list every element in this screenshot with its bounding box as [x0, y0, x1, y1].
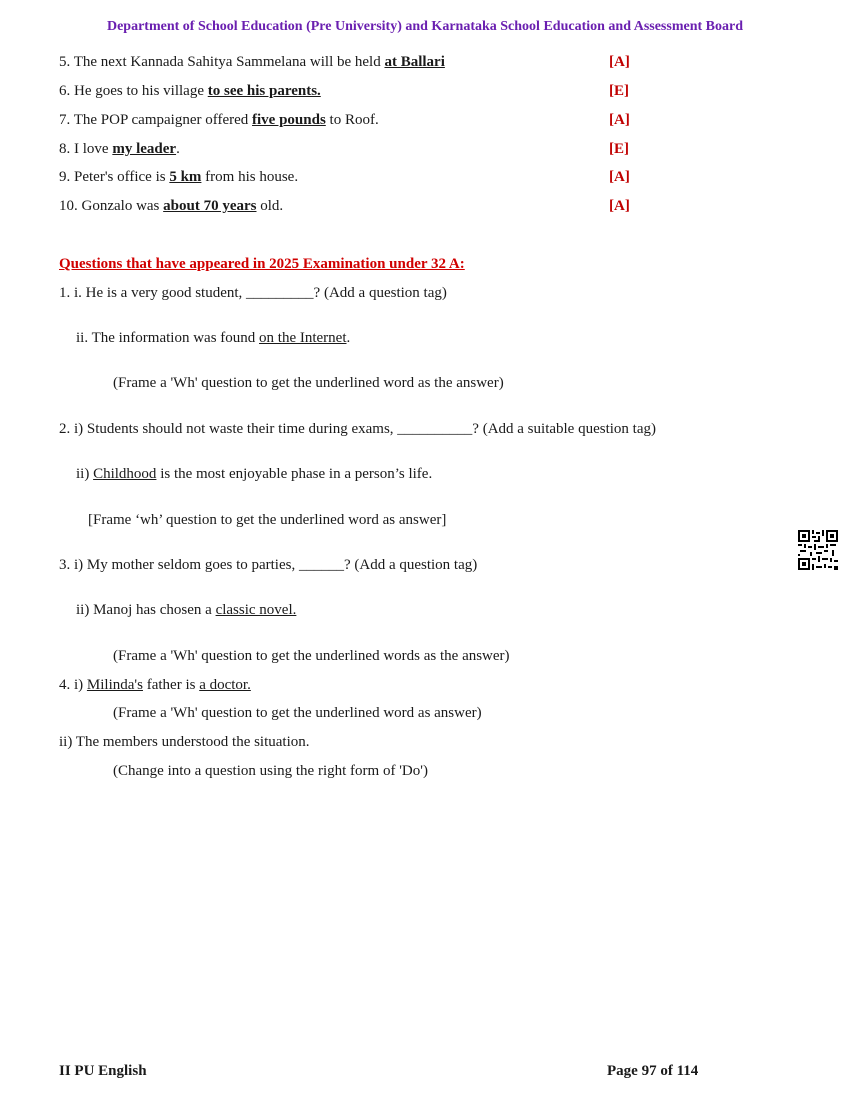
- question-text: 4. i): [59, 677, 87, 693]
- section-heading: Questions that have appeared in 2025 Examination under 32 A:: [59, 256, 465, 272]
- question-text: father is: [142, 677, 200, 693]
- question-3-instruction: (Frame a 'Wh' question to get the underlined words as the answer): [113, 648, 510, 664]
- answer-row-8: [59, 140, 180, 158]
- question-4-i: [59, 676, 251, 694]
- qr-code-icon: [798, 530, 838, 570]
- question-2-ii: [76, 465, 432, 483]
- underlined-phrase: a doctor.: [199, 677, 251, 693]
- question-4-ii: ii) The members understood the situation.: [59, 734, 310, 750]
- question-3-ii: [76, 601, 296, 619]
- answer-row-7: [59, 111, 379, 129]
- answer-suffix: to Roof.: [325, 112, 379, 128]
- answer-row-6: [59, 82, 321, 100]
- page-header: Department of School Education (Pre University) and Karnataka School Education and Assessment Board: [106, 19, 743, 34]
- answer-prefix: 9. Peter's office is: [59, 169, 170, 185]
- question-4-ii-instruction: (Change into a question using the right form of 'Do'): [113, 763, 428, 779]
- underlined-phrase: on the Internet: [259, 330, 347, 346]
- question-2-instruction: [Frame ‘wh’ question to get the underlined word as answer]: [88, 512, 447, 528]
- answer-code-7: [A]: [609, 112, 630, 128]
- footer-page-number: Page 97 of 114: [607, 1063, 699, 1079]
- answer-suffix: from his house.: [201, 169, 299, 185]
- answer-code-5: [A]: [609, 54, 630, 70]
- question-text: ii): [76, 466, 94, 482]
- question-1-ii: [76, 329, 350, 347]
- answer-target: about 70 years: [163, 198, 257, 214]
- answer-target: my leader: [112, 141, 177, 157]
- answer-code-8: [E]: [609, 141, 629, 157]
- answer-row-5: [59, 53, 445, 71]
- question-2-i: 2. i) Students should not waste their time during exams, __________? (Add a suitable question tag): [59, 421, 656, 437]
- answer-suffix: .: [176, 141, 180, 157]
- answer-suffix: old.: [256, 198, 284, 214]
- question-3-i: 3. i) My mother seldom goes to parties, ______? (Add a question tag): [59, 557, 478, 573]
- question-1-instruction: (Frame a 'Wh' question to get the underlined word as the answer): [113, 375, 504, 391]
- question-text: is the most enjoyable phase in a person’s life.: [156, 466, 433, 482]
- answer-prefix: 6. He goes to his village: [59, 83, 208, 99]
- question-text: ii. The information was found: [76, 330, 260, 346]
- underlined-phrase: Milinda's: [86, 677, 143, 693]
- answer-code-10: [A]: [609, 198, 630, 214]
- question-text: .: [346, 330, 351, 346]
- footer-course-title: II PU English: [59, 1063, 147, 1079]
- answer-prefix: 5. The next Kannada Sahitya Sammelana will be held: [59, 54, 385, 70]
- answer-target: to see his parents.: [207, 83, 321, 99]
- question-4-i-instruction: (Frame a 'Wh' question to get the underlined word as answer): [113, 705, 482, 721]
- answer-row-9: [59, 168, 298, 186]
- answer-code-6: [E]: [609, 83, 629, 99]
- underlined-phrase: Childhood: [93, 466, 157, 482]
- underlined-phrase: classic novel.: [215, 602, 297, 618]
- answer-target: 5 km: [169, 169, 202, 185]
- answer-row-10: [59, 197, 283, 215]
- answer-prefix: 8. I love: [59, 141, 113, 157]
- answer-target: at Ballari: [384, 54, 445, 70]
- answer-code-9: [A]: [609, 169, 630, 185]
- answer-prefix: 7. The POP campaigner offered: [59, 112, 253, 128]
- question-1-i: 1. i. He is a very good student, _________? (Add a question tag): [59, 285, 447, 301]
- question-text: ii) Manoj has chosen a: [76, 602, 216, 618]
- answer-prefix: 10. Gonzalo was: [59, 198, 164, 214]
- answer-target: five pounds: [252, 112, 326, 128]
